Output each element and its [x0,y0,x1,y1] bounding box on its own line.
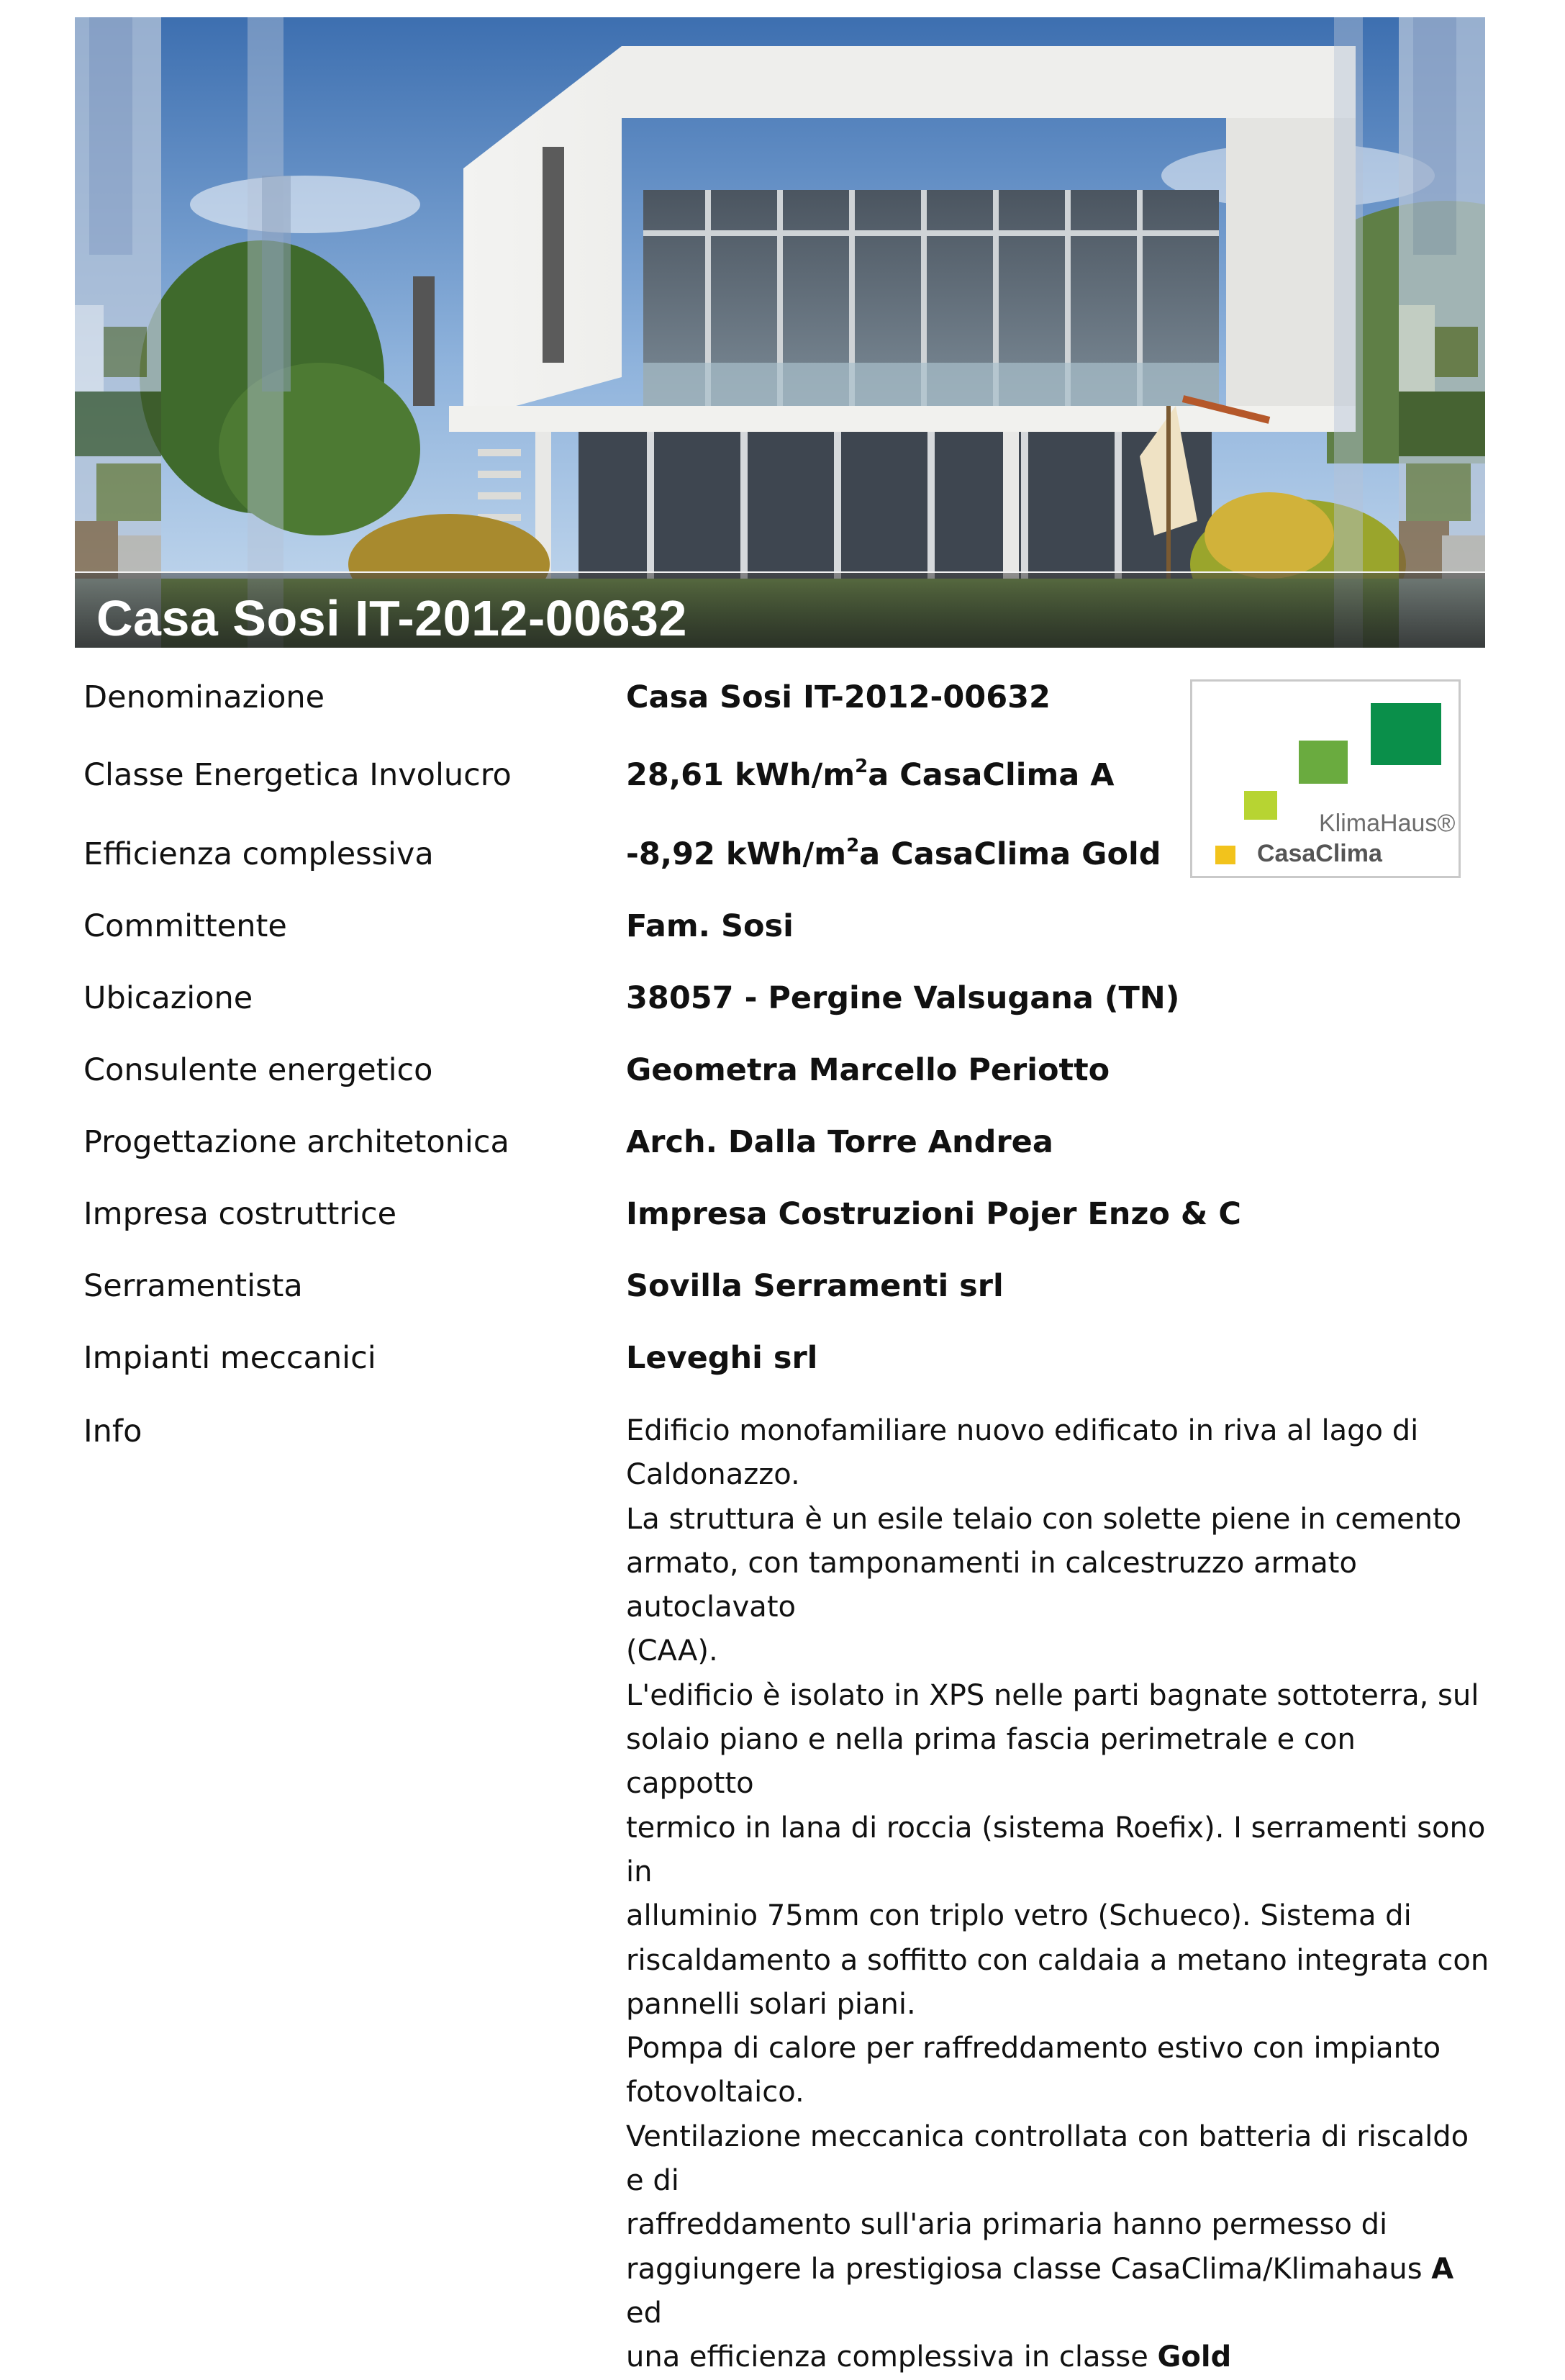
field-value: Impresa Costruzioni Pojer Enzo & C [626,1196,1241,1232]
field-value: 38057 - Pergine Valsugana (TN) [626,980,1180,1016]
field-value: Casa Sosi IT-2012-00632 [626,679,1051,715]
field-value: Fam. Sosi [626,908,794,944]
info-line: pannelli solari piani. [626,1987,916,2021]
logo-text-klimahaus: KlimaHaus® [1319,810,1456,837]
logo-text-casaclima: CasaClima [1257,840,1382,867]
field-value: Geometra Marcello Periotto [626,1052,1110,1088]
field-label: Info [83,1413,142,1449]
page-title: Casa Sosi IT-2012-00632 [96,590,687,646]
info-line: La struttura è un esile telaio con solette piene in cemento [626,1502,1462,1536]
info-description [626,1409,1489,2380]
field-label: Consulente energetico [83,1052,433,1088]
field-label: Ubicazione [83,980,253,1016]
field-label: Impianti meccanici [83,1340,376,1376]
field-label: Progettazione architetonica [83,1124,509,1160]
field-value: -8,92 kWh/$m^2a$ CasaClima Gold [626,835,1161,872]
field-value: 28,61 kWh/$m^2a$ CasaClima A [626,756,1115,793]
info-line: una efficienza complessiva in classe Gold [626,2340,1232,2374]
info-line: Caldonazzo. [626,1458,800,1492]
info-line: termico in lana di roccia (sistema Roefix). I serramenti sono in [626,1811,1486,1888]
info-line: fotovoltaico. [626,2076,804,2109]
field-label: Impresa costruttrice [83,1196,397,1232]
field-label: Classe Energetica Involucro [83,757,512,793]
field-value: Leveghi srl [626,1340,818,1376]
field-label: Efficienza complessiva [83,836,434,872]
info-line: raggiungere la prestigiosa classe CasaClima/Klimahaus A ed [626,2252,1454,2330]
info-line: L'edificio è isolato in XPS nelle parti bagnate sottoterra, sul [626,1678,1479,1712]
field-label: Denominazione [83,679,325,715]
info-line: armato, con tamponamenti in calcestruzzo armato autoclavato [626,1546,1357,1624]
info-line: (CAA). [626,1634,718,1668]
info-line: Pompa di calore per raffreddamento estivo con impianto [626,2032,1441,2065]
field-value: Arch. Dalla Torre Andrea [626,1124,1053,1160]
info-line: Edificio monofamiliare nuovo edificato in riva al lago di [626,1414,1419,1447]
info-line: riscaldamento a soffitto con caldaia a metano integrata con [626,1943,1489,1977]
info-line: solaio piano e nella prima fascia perimetrale e con cappotto [626,1723,1356,1801]
field-label: Committente [83,908,287,944]
field-value: Sovilla Serramenti srl [626,1268,1004,1304]
info-line: Ventilazione meccanica controllata con batteria di riscaldo e di [626,2119,1469,2198]
field-label: Serramentista [83,1268,303,1304]
info-line: raffreddamento sull'aria primaria hanno permesso di [626,2208,1388,2242]
info-line: alluminio 75mm con triplo vetro (Schueco). Sistema di [626,1899,1412,1933]
